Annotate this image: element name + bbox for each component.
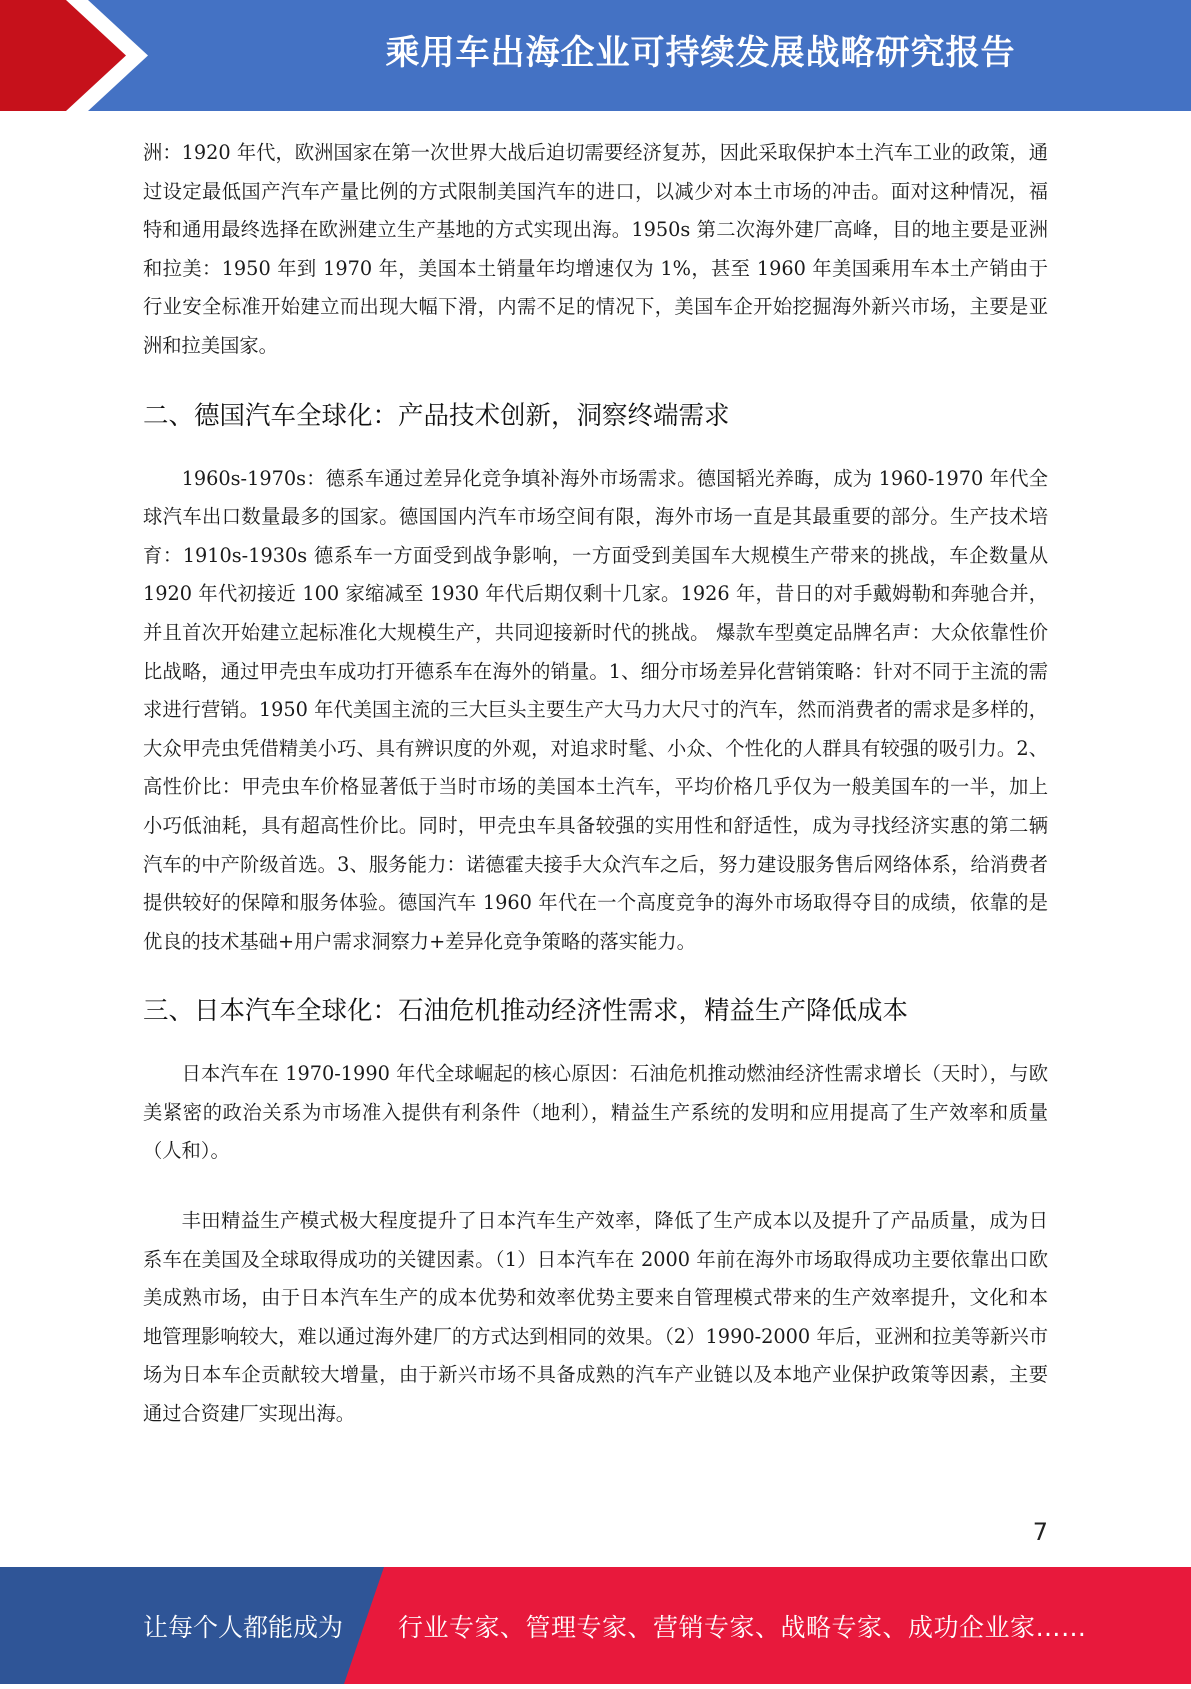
main-content bbox=[143, 134, 1048, 1434]
footer-slogan-left: 让每个人都能成为 bbox=[143, 1613, 344, 1642]
paragraph-germany: 1960s-1970s：德系车通过差异化竞争填补海外市场需求。德国韬光养晦，成为 1960-1970 年代全球汽车出口数量最多的国家。德国国内汽车市场空间有限，海外市场一直是其最重要的部分。生产技术培育：1910s-1930s 德系车一方面受到战争影响，一方面受到美国车大规模生产带来的挑战，车企数量从 1920 年代初接近 100 家缩减至 1930 年代后期仅剩十几家。1926 年，昔日的对手戴姆勒和奔驰合并，并且首次开始建立起标准化大规模生产，共同迎接新时代的挑战。 爆款车型奠定品牌名声：大众依靠性价比战略，通过甲壳虫车成功打开德系车在海外的销量。1、细分市场差异化营销策略：针对不同于主流的需求进行营销。1950 年代美国主流的三大巨头主要生产大马力大尺寸的汽车，然而消费者的需求是多样的，大众甲壳虫凭借精美小巧、具有辨识度的外观，对追求时髦、小众、个性化的人群具有较强的吸引力。2、高性价比：甲壳虫车价格显著低于当时市场的美国本土汽车，平均价格几乎仅为一般美国车的一半，加上小巧低油耗，具有超高性价比。同时，甲壳虫车具备较强的实用性和舒适性，成为寻找经济实惠的第二辆汽车的中产阶级首选。3、服务能力：诺德霍夫接手大众汽车之后，努力建设服务售后网络体系，给消费者提供较好的保障和服务体验。德国汽车 1960 年代在一个高度竞争的海外市场取得夺目的成绩，依靠的是优良的技术基础+用户需求洞察力+差异化竞争策略的落实能力。 bbox=[143, 466, 1048, 953]
page-header bbox=[0, 0, 1191, 111]
report-title: 乘用车出海企业可持续发展战略研究报告 bbox=[385, 33, 1016, 73]
paragraph-us-globalization: 洲：1920 年代，欧洲国家在第一次世界大战后迫切需要经济复苏，因此采取保护本土汽车工业的政策，通过设定最低国产汽车产量比例的方式限制美国汽车的进口，以减少对本土市场的冲击。面对这种情况，福特和通用最终选择在欧洲建立生产基地的方式实现出海。1950s 第二次海外建厂高峰，目的地主要是亚洲和拉美：1950 年到 1970 年，美国本土销量年均增速仅为 1%，甚至 1960 年美国乘用车本土产销由于行业安全标准开始建立而出现大幅下滑，内需不足的情况下，美国车企开始挖掘海外新兴市场，主要是亚洲和拉美国家。 bbox=[143, 141, 1048, 357]
paragraph-toyota-lean: 丰田精益生产模式极大程度提升了日本汽车生产效率，降低了生产成本以及提升了产品质量，成为日系车在美国及全球取得成功的关键因素。（1）日本汽车在 2000 年前在海外市场取得成功主要依靠出口欧美成熟市场，由于日本汽车生产的成本优势和效率优势主要来自管理模式带来的生产效率提升，文化和本地管理影响较大，难以通过海外建厂的方式达到相同的效果。（2）1990-2000 年后，亚洲和拉美等新兴市场为日本车企贡献较大增量，由于新兴市场不具备成熟的汽车产业链以及本地产业保护政策等因素，主要通过合资建厂实现出海。 bbox=[143, 1209, 1048, 1426]
section-heading-germany: 二、德国汽车全球化：产品技术创新，洞察终端需求 bbox=[143, 400, 730, 431]
paragraph-japan-reasons: 日本汽车在 1970-1990 年代全球崛起的核心原因：石油危机推动燃油经济性需求增长（天时），与欧美紧密的政治关系为市场准入提供有利条件（地利），精益生产系统的发明和应用提高了生产效率和质量（人和）。 bbox=[143, 1062, 1048, 1163]
page-number: 7 bbox=[1032, 1518, 1048, 1546]
page-footer bbox=[0, 1567, 1191, 1684]
footer-slogan-right: 行业专家、管理专家、营销专家、战略专家、成功企业家…… bbox=[398, 1613, 1087, 1642]
header-chevron-logo bbox=[0, 0, 160, 111]
section-heading-japan: 三、日本汽车全球化：石油危机推动经济性需求，精益生产降低成本 bbox=[143, 996, 909, 1027]
